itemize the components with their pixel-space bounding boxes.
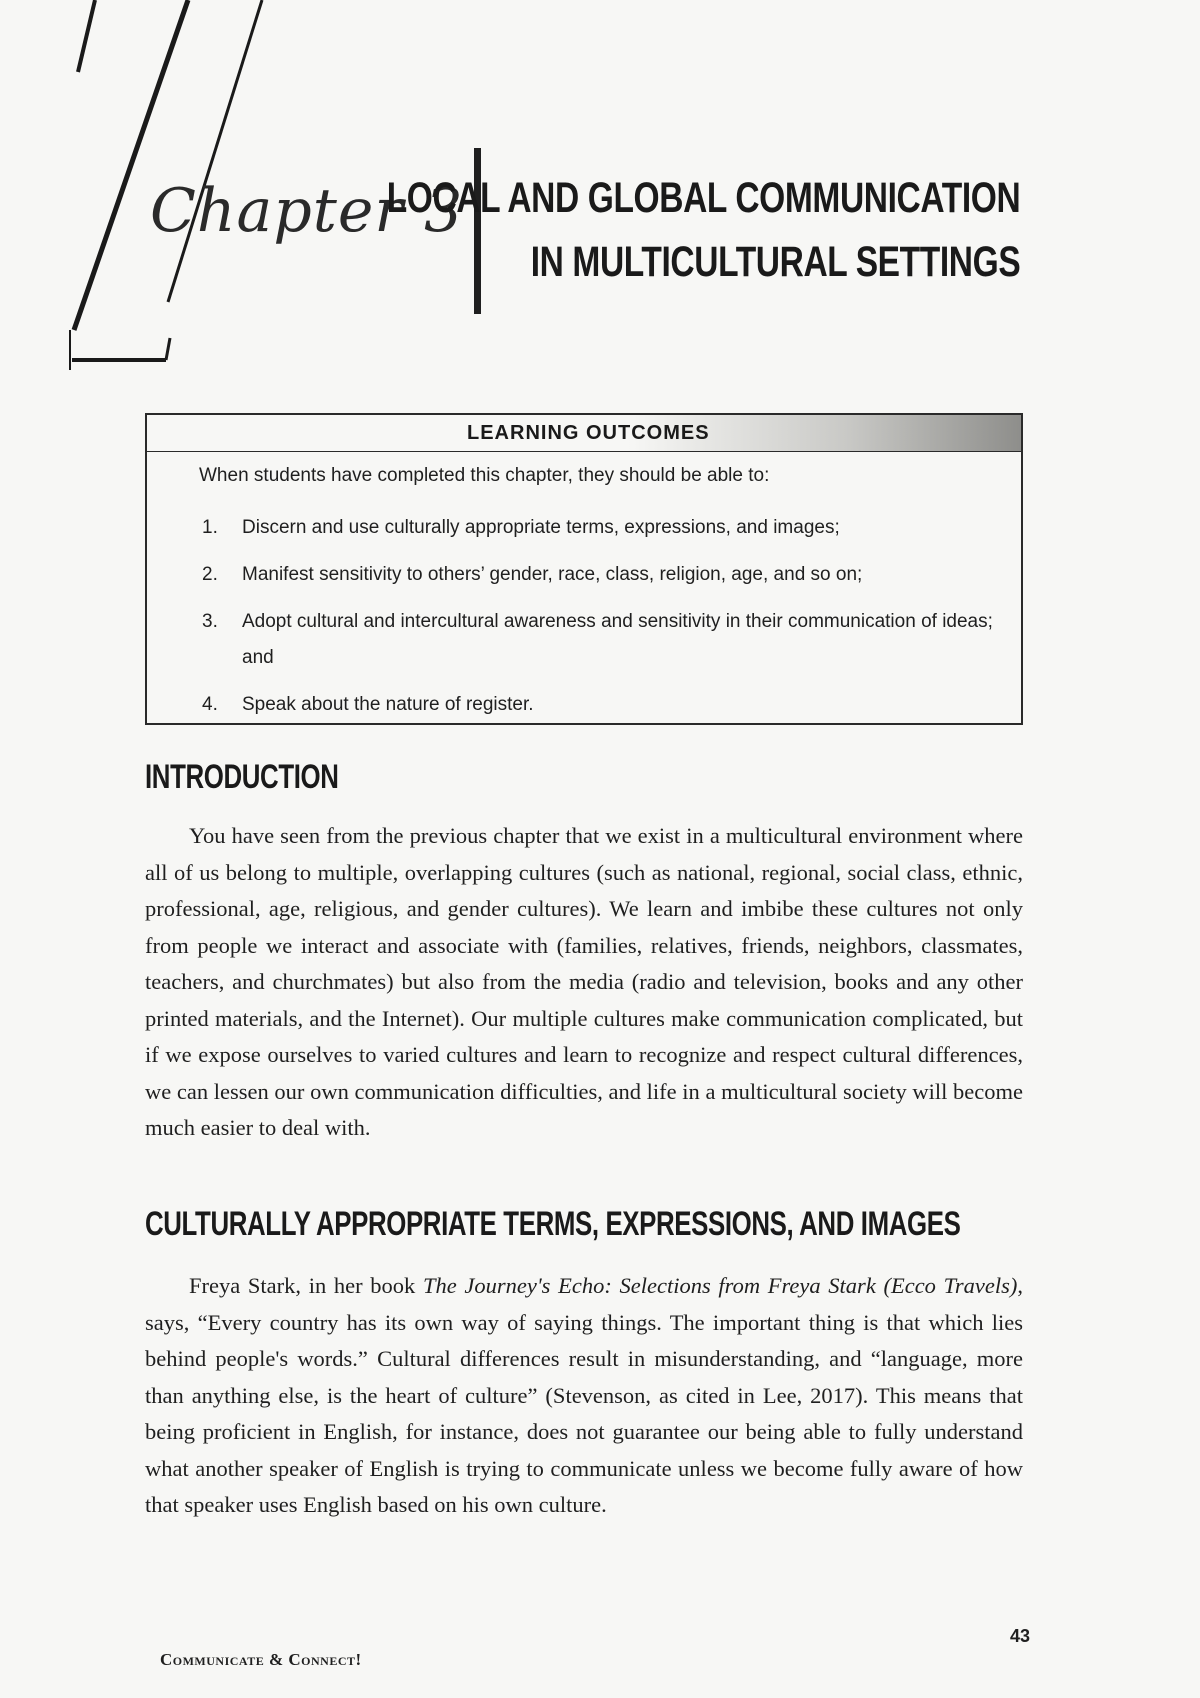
introduction-heading: INTRODUCTION [145,758,339,796]
list-item [202,557,1002,593]
learning-outcomes-box [145,413,1023,725]
learning-outcomes-header [147,415,1021,452]
list-item-number: 4. [202,694,218,715]
page-number: 43 [1010,1626,1031,1646]
para-text-before: Freya Stark, in her book [189,1273,423,1298]
list-item-number: 3. [202,611,218,632]
section-paragraph [145,1268,1023,1524]
section-heading: CULTURALLY APPROPRIATE TERMS, EXPRESSIONS, AND IMAGES [145,1205,961,1243]
list-item-number: 2. [202,564,218,585]
list-item-number: 1. [202,517,218,538]
chapter-title-line2: IN MULTICULTURAL SETTINGS [530,238,1020,286]
book-title: The Journey's Echo: Selections from Freya Stark (Ecco Travels) [422,1273,1018,1298]
book-footer-title: Communicate & Connect! [160,1650,362,1669]
list-item [202,687,1002,723]
learning-outcomes-intro: When students have completed this chapter, they should be able to: [199,465,770,486]
chapter-title-line1: LOCAL AND GLOBAL COMMUNICATION [386,174,1020,222]
para-text-after: , says, “Every country has its own way of saying things. The important thing is that which lies behind people's words.” Cultural differences result in misunderstanding, and “language, more than anything else, is the heart of culture” (Stevenson, as cited in Lee, 2017). This means that being proficient in English, for instance, does not guarantee our being able to fully understand what another speaker of English is trying to communicate unless we become fully aware of how that speaker uses English based on his own culture. [145,1273,1023,1517]
list-item-text: Speak about the nature of register. [242,694,534,715]
list-item [202,604,1002,676]
list-item [202,510,1002,546]
chapter-label: Chapter 3 [150,176,464,246]
list-item-text: Adopt cultural and intercultural awareness and sensitivity in their communication of ideas; and [242,611,993,668]
learning-outcomes-title: LEARNING OUTCOMES [467,422,710,444]
chapter-title [386,166,1020,294]
list-item-text: Manifest sensitivity to others’ gender, race, class, religion, age, and so on; [242,564,863,585]
learning-outcomes-list [202,510,1002,734]
introduction-paragraph: You have seen from the previous chapter that we exist in a multicultural environment where all of us belong to multiple, overlapping cultures (such as national, regional, social class, ethnic, professional, age, religious, and gender cultures). We learn and imbibe these cultures not only from people we interact and associate with (families, relatives, friends, neighbors, classmates, teachers, and churchmates) but also from the media (radio and television, books and any other printed materials, and the Internet). Our multiple cultures make communication complicated, but if we expose ourselves to varied cultures and learn to recognize and respect cultural differences, we can lessen our own communication difficulties, and life in a multicultural society will become much easier to deal with. [145,823,1023,1140]
list-item-text: Discern and use culturally appropriate terms, expressions, and images; [242,517,840,538]
